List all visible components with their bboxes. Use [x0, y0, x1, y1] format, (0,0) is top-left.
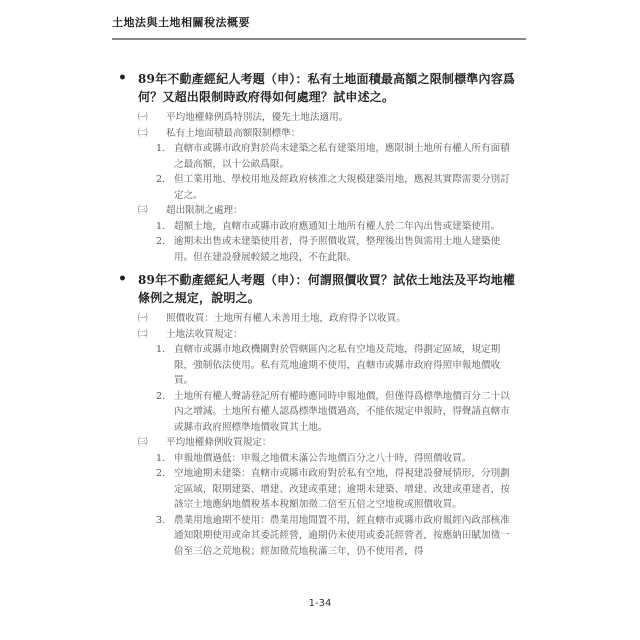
- question-1-title: 89年不動產經紀人考題（申）：私有土地面積最高額之限制標準內容爲何？又超出限制時政府得如何處理？試申述之。: [138, 72, 516, 104]
- running-header: 土地法與土地相關稅法概要: [112, 16, 250, 29]
- bullet-icon: •: [118, 70, 127, 86]
- section-heading: ㈡ 土地法收買規定：: [138, 328, 243, 340]
- header-divider: [112, 38, 526, 40]
- section-heading: ㈠ 照價收買：土地所有權人未善用土地，政府得予以收買。: [138, 313, 406, 324]
- section-heading: ㈠ 平均地權條例爲特別法，優先土地法適用。: [138, 112, 349, 123]
- page-number: 1-34: [308, 598, 332, 609]
- section-heading: ㈢ 平均地權條例收買規定：: [138, 437, 272, 448]
- list-item: 1. 申報地價過低：申報之地價未滿公告地價百分之八十時，得照價收買。: [156, 452, 472, 464]
- section-heading: ㈢ 超出限制之處理：: [138, 205, 243, 216]
- list-item: 2. 土地所有權人聲請登記所有權時應同時申報地價，但僅得爲標準地價百分二十以內之增減。土地所有權人認爲標準地價過高，不能依規定申報時，得聲請直轄市或縣市政府照標準地價收買其土地。: [156, 390, 510, 433]
- list-item: 2. 空地逾期未建築：直轄市或縣市政府對於私有空地，得視建設發展情形，分別劃定區域，限期建築、增建、改建或重建；逾期未建築、增建、改建或重建者，按該宗土地應納地價稅基本稅額加徵二倍至五倍之空地稅或照價收買。: [156, 468, 510, 510]
- list-item: 2. 但工業用地、學校用地及經政府核准之大規模建築用地，應視其實際需要分別訂定之。: [156, 174, 510, 201]
- question-2-answer: [118, 311, 518, 559]
- section-heading: ㈡ 私有土地面積最高額限制標準：: [138, 127, 301, 139]
- bullet-icon: •: [118, 271, 127, 287]
- question-2-title: 89年不動產經紀人考題（申）：何謂照價收買？試依土地法及平均地權條例之規定，說明之。: [138, 273, 516, 305]
- list-item: 2. 逾期未出售或未建築使用者，得予照價收買，整理後出售與需用土地人建築使用。但在建設發展較緩之地段，不在此限。: [156, 236, 501, 263]
- question-2: [118, 271, 518, 307]
- question-1-answer: [118, 110, 518, 265]
- list-item: 3. 農業用地逾期不使用：農業用地閒置不用，經直轄市或縣市政府報經內政部核准通知限期使用或命其委託經營，逾期仍未使用或委託經營者，按應納田賦加徵一倍至三倍之荒地稅；經加徵荒地稅滿三年，仍不使用者，得: [156, 514, 510, 557]
- list-item: 1. 直轄市或縣市地政機關對於管轄區內之私有空地及荒地，得劃定區域，規定期限，強制依法使用。私有荒地逾期不使用，直轄市或縣市政府得照申報地價收買。: [156, 344, 501, 386]
- page-body: [118, 70, 518, 559]
- list-item: 1. 超額土地，直轄市或縣市政府應通知土地所有權人於二年內出售或建築使用。: [156, 220, 501, 232]
- list-item: 1. 直轄市或縣市政府對於尚未建築之私有建築用地，應限制土地所有權人所有面積之最高額，以十公畝爲限。: [156, 143, 510, 170]
- question-1: [118, 70, 518, 106]
